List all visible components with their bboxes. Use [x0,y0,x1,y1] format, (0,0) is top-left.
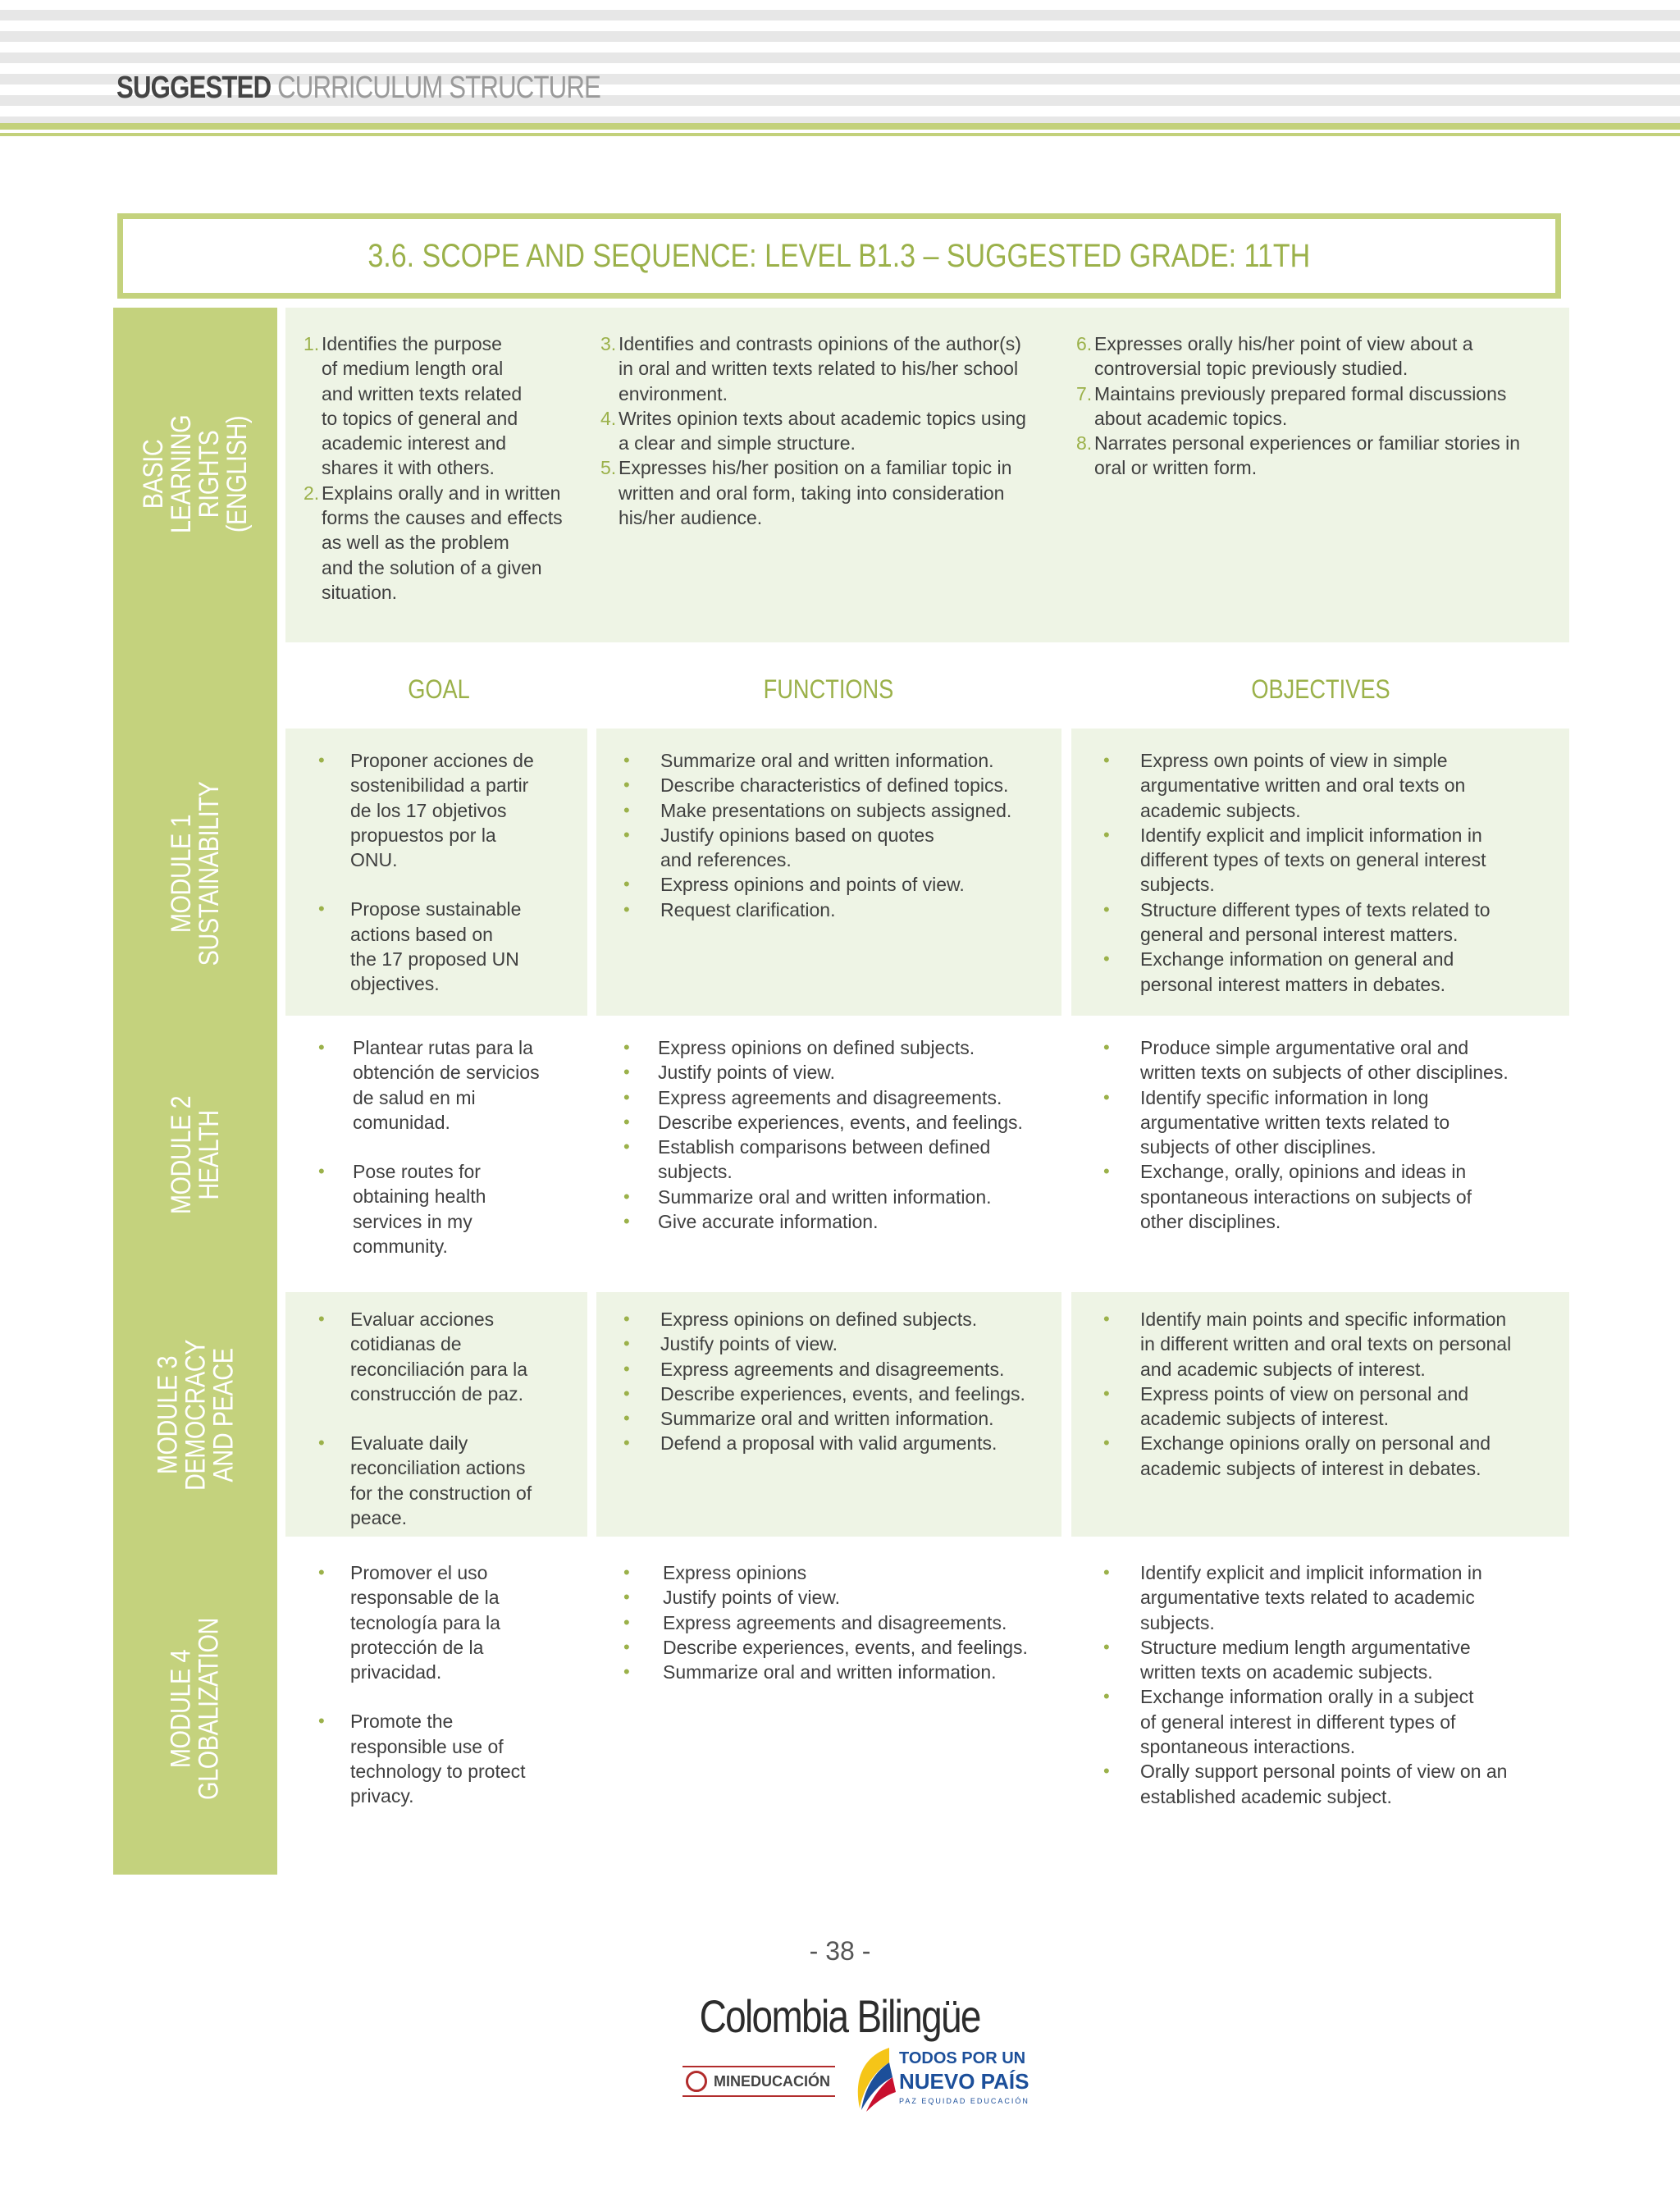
bullet-icon: • [318,1711,325,1732]
item-line: and the solution of a given [322,556,542,578]
bullet-icon: • [623,799,630,820]
row-label-line: MODULE 3 [152,1355,183,1475]
item-line: Maintains previously prepared formal discussions [1094,382,1507,404]
list-item [1103,1159,1563,1234]
item-line: cotidianas de [350,1333,462,1355]
item-line: Express opinions [663,1562,807,1583]
list-item [318,1035,573,1135]
item-number: 5. [600,457,617,479]
section-title-box [117,213,1561,299]
item-line: established academic subject. [1140,1785,1392,1807]
m3-functions [623,1307,1050,1456]
bullet-icon: • [318,750,325,770]
item-number: 4. [600,407,617,429]
item-line: sostenibilidad a partir [350,774,529,797]
header-title: SUGGESTED CURRICULUM STRUCTURE [116,71,600,105]
item-line: academic subjects of interest in debates. [1140,1457,1481,1479]
row-label-m3 [113,1292,277,1538]
col-header-goal: GOAL [408,674,470,704]
item-line: Proponer acciones de [350,750,534,771]
bullet-icon: • [318,1161,325,1182]
list-item [1103,1307,1563,1382]
item-line: Summarize oral and written information. [660,1408,994,1430]
list-spacer [318,1135,573,1159]
item-line: Evaluar acciones [350,1309,495,1330]
item-number: 6. [1076,333,1093,354]
item-line: Express agreements and disagreements. [660,1358,1005,1380]
item-line: Describe characteristics of defined topics. [660,774,1009,797]
list-item [1103,1759,1563,1809]
item-line: subjects. [1140,1611,1215,1633]
row-label-line: GLOBALIZATION [194,1617,225,1800]
list-item [623,1035,1050,1060]
bullet-icon: • [1103,1309,1110,1329]
col-header-objectives: OBJECTIVES [1251,674,1390,704]
item-line: Express opinions on defined subjects. [660,1309,978,1330]
bullet-icon: • [623,1408,630,1429]
item-line: academic interest and [322,432,507,455]
list-spacer [318,872,573,897]
item-line: de los 17 objetivos [350,799,507,821]
item-line: of general interest in different types of [1140,1711,1456,1733]
item-line: Exchange, orally, opinions and ideas in [1140,1161,1467,1183]
list-item [623,1635,1050,1660]
bullet-icon: • [1103,824,1110,845]
list-item [1103,1560,1563,1635]
item-line: academic subjects. [1140,799,1301,821]
item-number: 8. [1076,432,1093,455]
item-line: Express points of view on personal and [1140,1382,1469,1405]
list-item [623,1185,1050,1209]
item-line: privacidad. [350,1661,442,1683]
list-item [600,331,1060,406]
section-title: 3.6. SCOPE AND SEQUENCE: LEVEL B1.3 – SUGGESTED GRADE: 11TH [368,237,1311,274]
bullet-icon: • [623,750,630,770]
item-line: Express opinions and points of view. [660,874,965,896]
slogan-line-2: NUEVO PAÍS [899,2069,1029,2094]
item-line: his/her audience. [619,507,763,529]
bullet-icon: • [623,1136,630,1158]
item-line: written texts on academic subjects. [1140,1661,1433,1683]
list-item [623,823,1050,873]
item-line: obtención de servicios [353,1062,540,1084]
item-line: Justify points of view. [660,1333,838,1355]
bullet-icon: • [623,774,630,796]
bullet-icon: • [623,1062,630,1083]
item-line: a clear and simple structure. [619,432,856,455]
item-line: Express own points of view in simple [1140,750,1448,771]
item-line: services in my [353,1210,472,1232]
item-line: personal interest matters in debates. [1140,973,1446,995]
list-item [623,748,1050,773]
m4-goal [318,1560,573,1809]
item-line: Give accurate information. [658,1211,879,1233]
item-line: different types of texts on general interest [1140,849,1486,871]
list-item [623,1610,1050,1635]
list-item [623,1406,1050,1431]
brand-wordmark: Colombia Bilingüe [699,1990,981,2042]
bullet-icon: • [623,1661,630,1683]
item-line: in different written and oral texts on personal [1140,1333,1512,1355]
item-line: protección de la [350,1636,484,1658]
item-line: spontaneous interactions on subjects of [1140,1185,1472,1208]
bullet-icon: • [623,1333,630,1354]
item-line: subjects. [1140,874,1215,896]
item-line: de salud en mi [353,1086,476,1108]
bullet-icon: • [623,1309,630,1329]
item-line: and written texts related [322,382,523,404]
item-line: Writes opinion texts about academic topics using [619,407,1026,429]
m2-objectives [1103,1035,1563,1234]
item-line: privacy. [350,1785,414,1807]
item-line: Describe experiences, events, and feelings. [658,1111,1023,1133]
list-item [623,1085,1050,1110]
item-line: as well as the problem [322,532,509,554]
list-item [1103,1085,1563,1160]
row-label-line: BASIC [137,439,169,509]
list-item [318,1431,573,1530]
bullet-icon: • [1103,1562,1110,1583]
item-line: in oral and written texts related to his/her school [619,358,1019,380]
item-line: Describe experiences, events, and feelings. [660,1382,1025,1405]
item-line: propuestos por la [350,824,496,846]
list-item [623,1560,1050,1585]
list-spacer [318,1406,573,1431]
list-item [1076,331,1568,381]
item-line: Structure different types of texts related to [1140,898,1491,920]
list-item [1103,1035,1563,1085]
item-number: 2. [304,482,320,504]
m2-functions [623,1035,1050,1234]
row-label-line: HEALTH [193,1109,225,1200]
row-label-line: (ENGLISH) [221,415,253,532]
row-label-line: SUSTAINABILITY [194,781,225,966]
item-line: peace. [350,1507,408,1529]
slogan-line-1: TODOS POR UN [899,2049,1026,2067]
item-line: Orally support personal points of view on an [1140,1761,1508,1783]
item-line: comunidad. [353,1111,450,1133]
item-line: technology to protect [350,1761,526,1783]
item-line: controversial topic previously studied. [1094,358,1408,380]
item-line: written texts on subjects of other disciplines. [1140,1062,1509,1084]
bullet-icon: • [1103,1161,1110,1182]
item-line: Identify explicit and implicit information in [1140,1562,1482,1583]
bullet-icon: • [1103,1382,1110,1404]
list-item [623,773,1050,797]
item-line: Exchange information on general and [1140,948,1454,971]
list-item [1103,748,1563,823]
list-item [318,1709,573,1808]
row-label-m1 [113,730,277,1017]
bullet-icon: • [623,1562,630,1583]
row-label-line: AND PEACE [208,1348,239,1482]
bullet-icon: • [623,1432,630,1454]
government-logo [848,2044,1029,2113]
item-line: Identify explicit and implicit information in [1140,824,1482,846]
page-number: - 38 - [809,1936,871,1966]
item-line: situation. [322,581,398,603]
list-item [1103,1635,1563,1685]
list-item [318,1560,573,1684]
item-line: objectives. [350,973,440,995]
ministry-logo [682,2066,835,2097]
list-item [623,1060,1050,1085]
item-line: Justify opinions based on quotes [660,824,934,846]
row-label-line: LEARNING [165,414,197,533]
item-line: written and oral form, taking into consideration [619,482,1005,504]
item-line: Evaluate daily [350,1432,468,1455]
bullet-icon: • [318,1432,325,1454]
item-line: Exchange opinions orally on personal and [1140,1432,1491,1455]
item-line: about academic topics. [1094,407,1288,429]
item-line: construcción de paz. [350,1382,523,1405]
bullet-icon: • [1103,898,1110,920]
item-line: Produce simple argumentative oral and [1140,1037,1469,1058]
m1-objectives [1103,748,1563,997]
item-line: argumentative texts related to academic [1140,1587,1475,1609]
m2-goal [318,1035,573,1258]
item-line: Identify specific information in long [1140,1086,1429,1108]
item-line: forms the causes and effects [322,507,563,529]
item-line: Identify main points and specific information [1140,1309,1507,1330]
item-line: Identifies the purpose [322,333,502,354]
bullet-icon: • [623,1636,630,1657]
item-number: 7. [1076,382,1093,404]
item-line: argumentative written and oral texts on [1140,774,1466,797]
bullet-icon: • [623,898,630,920]
bullet-icon: • [318,1562,325,1583]
bullet-icon: • [1103,1086,1110,1108]
list-item [623,1357,1050,1382]
row-label-m2 [113,1021,277,1288]
item-line: shares it with others. [322,457,495,479]
bullet-icon: • [318,1309,325,1329]
item-line: environment. [619,382,728,404]
bullet-icon: • [623,1587,630,1608]
bullet-icon: • [623,1211,630,1232]
m4-objectives [1103,1560,1563,1809]
item-line: Request clarification. [660,898,836,920]
row-label-line: MODULE 2 [165,1095,197,1214]
item-line: subjects. [658,1161,733,1183]
item-line: Summarize oral and written information. [663,1661,997,1683]
m3-objectives [1103,1307,1563,1481]
item-line: academic subjects of interest. [1140,1408,1389,1430]
m1-goal [318,748,573,997]
item-line: Expresses orally his/her point of view about a [1094,333,1473,354]
item-line: other disciplines. [1140,1211,1281,1233]
item-line: subjects of other disciplines. [1140,1136,1376,1158]
item-line: oral or written form. [1094,457,1258,479]
bullet-icon: • [623,1611,630,1633]
bullet-icon: • [318,1037,325,1057]
list-item [318,1307,573,1406]
row-label-line: RIGHTS [193,430,225,518]
list-item [623,1585,1050,1610]
header-rule [0,123,1680,130]
item-line: the 17 proposed UN [350,948,519,971]
bullet-icon: • [1103,750,1110,770]
row-label-blr [113,308,277,640]
row-label-line: MODULE 4 [166,1649,197,1768]
item-line: Pose routes for [353,1161,481,1183]
item-line: Justify points of view. [658,1062,836,1084]
list-item [1076,431,1568,481]
col-header-functions: FUNCTIONS [763,674,894,704]
item-line: tecnología para la [350,1611,500,1633]
list-item [623,1660,1050,1684]
bullet-icon: • [1103,1432,1110,1454]
item-line: actions based on [350,923,493,945]
list-item [1103,947,1563,997]
item-line: for the construction of [350,1482,532,1504]
bullet-icon: • [623,1111,630,1132]
header-stripes [0,0,1680,139]
item-line: and academic subjects of interest. [1140,1358,1426,1380]
header-rule-thin [0,133,1680,136]
bullet-icon: • [623,1086,630,1108]
bullet-icon: • [623,874,630,895]
bullet-icon: • [1103,1037,1110,1057]
item-line: general and personal interest matters. [1140,924,1459,946]
ministry-seal-icon [686,2071,707,2092]
item-line: responsible use of [350,1735,504,1757]
item-line: Promover el uso [350,1562,488,1583]
item-line: Structure medium length argumentative [1140,1636,1471,1658]
item-line: Express agreements and disagreements. [658,1086,1002,1108]
item-line: Explains orally and in written [322,482,561,504]
item-line: reconciliación para la [350,1358,528,1380]
item-line: of medium length oral [322,358,504,380]
item-line: Justify points of view. [663,1587,841,1609]
m4-functions [623,1560,1050,1684]
list-item [623,1110,1050,1135]
item-line: responsable de la [350,1587,500,1609]
list-item [1103,1684,1563,1759]
list-item [318,1159,573,1258]
list-item [623,1307,1050,1332]
item-line: reconciliation actions [350,1457,526,1479]
bullet-icon: • [1103,948,1110,970]
item-line: and references. [660,849,792,871]
m3-goal [318,1307,573,1530]
item-line: Identifies and contrasts opinions of the author(s) [619,333,1021,354]
bullet-icon: • [318,898,325,920]
list-item [623,798,1050,823]
bullet-icon: • [623,824,630,845]
list-item [318,897,573,996]
item-line: community. [353,1236,448,1258]
bullet-icon: • [1103,1636,1110,1657]
list-item [304,331,574,481]
item-line: Summarize oral and written information. [658,1185,992,1208]
list-item [304,481,574,605]
list-item [1103,823,1563,898]
item-line: Describe experiences, events, and feelings. [663,1636,1028,1658]
item-line: Establish comparisons between defined [658,1136,991,1158]
bullet-icon: • [623,1037,630,1057]
row-label-line: DEMOCRACY [180,1339,211,1491]
item-line: Exchange information orally in a subject [1140,1686,1474,1708]
list-item [623,898,1050,922]
item-number: 1. [304,333,320,354]
item-line: Make presentations on subjects assigned. [660,799,1012,821]
item-line: Propose sustainable [350,898,522,920]
item-number: 3. [600,333,617,354]
slogan-line-3: PAZ EQUIDAD EDUCACIÓN [899,2097,1029,2105]
colombia-flag-swoosh-icon [848,2044,897,2113]
bullet-icon: • [623,1185,630,1207]
item-line: argumentative written texts related to [1140,1111,1450,1133]
item-line: Express agreements and disagreements. [663,1611,1007,1633]
item-line: Summarize oral and written information. [660,750,994,771]
list-item [623,872,1050,897]
blr-col-2 [600,331,1060,530]
ministry-label: MINEDUCACIÓN [714,2072,830,2090]
bullet-icon: • [1103,1686,1110,1707]
item-line: Expresses his/her position on a familiar topic in [619,457,1012,479]
list-item [623,1209,1050,1234]
list-item [623,1431,1050,1455]
list-item [318,748,573,872]
item-line: spontaneous interactions. [1140,1736,1356,1758]
list-item [1103,898,1563,948]
list-item [623,1382,1050,1406]
m1-functions [623,748,1050,922]
item-line: to topics of general and [322,407,518,429]
list-item [623,1332,1050,1356]
list-spacer [318,1684,573,1709]
blr-col-3 [1076,331,1568,481]
item-line: Express opinions on defined subjects. [658,1037,975,1058]
list-item [600,455,1060,530]
bullet-icon: • [1103,1761,1110,1782]
bullet-icon: • [623,1358,630,1379]
row-label-m4 [113,1542,277,1875]
list-item [1103,1382,1563,1432]
row-label-line: MODULE 1 [166,814,197,934]
list-item [600,406,1060,456]
list-item [1103,1431,1563,1481]
item-line: obtaining health [353,1185,486,1208]
item-line: Promote the [350,1711,454,1733]
blr-col-1 [304,331,574,605]
item-line: Defend a proposal with valid arguments. [660,1432,998,1455]
item-line: Plantear rutas para la [353,1037,533,1058]
list-item [1076,381,1568,432]
bullet-icon: • [623,1382,630,1404]
item-line: ONU. [350,849,398,871]
item-line: Narrates personal experiences or familiar stories in [1094,432,1520,455]
list-item [623,1135,1050,1185]
